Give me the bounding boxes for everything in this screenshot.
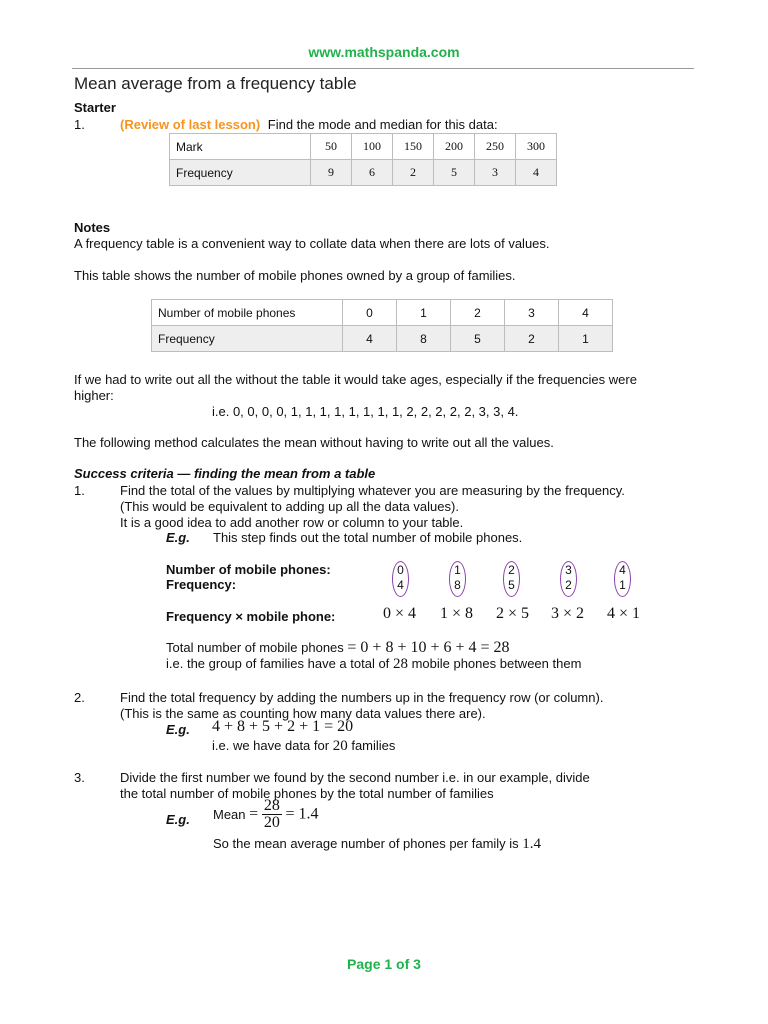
header-divider — [72, 68, 694, 69]
step3-eg-label: E.g. — [166, 812, 190, 827]
step3-so-num: 1.4 — [522, 836, 542, 852]
product-expr: 2 × 5 — [496, 605, 530, 622]
total-expr: = 0 + 8 + 10 + 6 + 4 = 28 — [347, 639, 510, 656]
table-cell: 9 — [311, 160, 352, 186]
website-link[interactable]: www.mathspanda.com — [308, 44, 460, 60]
table-cell: 5 — [451, 326, 505, 352]
fraction-denominator: 20 — [263, 814, 280, 831]
pair-frequency-value: 2 — [565, 578, 572, 592]
pair-frequency-value: 1 — [619, 578, 626, 592]
pair-phones-value: 4 — [619, 563, 626, 577]
total-ie-pre: i.e. the group of families have a total of — [166, 656, 390, 671]
step1-line-3: It is a good idea to add another row or column to your table. — [120, 515, 464, 530]
notes-ie-list: i.e. 0, 0, 0, 0, 1, 1, 1, 1, 1, 1, 1, 1, 2, 2, 2, 2, 2, 3, 3, 4. — [212, 404, 519, 419]
step1-line-2: (This would be equivalent to adding up all the data values). — [120, 499, 459, 514]
table-cell: 4 — [343, 326, 397, 352]
pair-phones-value: 1 — [454, 563, 461, 577]
table-cell: 1 — [559, 326, 613, 352]
step3-line-2: the total number of mobile phones by the total number of families — [120, 786, 494, 801]
table-cell: 8 — [397, 326, 451, 352]
step2-expr: 4 + 8 + 5 + 2 + 1 = 20 — [212, 718, 354, 735]
total-ie-num: 28 — [392, 656, 408, 672]
starter-question-line — [120, 117, 498, 132]
product-expr: 0 × 4 — [383, 605, 417, 622]
starter-table — [169, 133, 557, 186]
step2-ie-post: families — [351, 738, 396, 753]
total-ie-line — [166, 656, 581, 673]
total-ie-post: mobile phones between them — [411, 656, 582, 671]
step2-ie-pre: i.e. we have data for — [212, 738, 330, 753]
step3-so-line — [213, 836, 541, 853]
notes-line-3a: If we had to write out all the without the table it would take ages, especially if the frequencies were — [74, 372, 637, 387]
notes-line-1: A frequency table is a convenient way to collate data when there are lots of values. — [74, 236, 550, 251]
criteria-heading: Success criteria — finding the mean from a table — [74, 466, 376, 481]
step1-eg-text: This step finds out the total number of mobile phones. — [213, 530, 523, 545]
frequency-label: Frequency: — [166, 577, 237, 592]
mean-equation — [213, 798, 318, 831]
table-row-label: Frequency — [152, 326, 343, 352]
pair-frequency-value: 4 — [397, 578, 404, 592]
mean-fraction — [262, 798, 282, 831]
total-line — [166, 639, 510, 657]
starter-q-number: 1. — [74, 117, 85, 132]
table-cell: 50 — [311, 134, 352, 160]
table-cell: 2 — [451, 300, 505, 326]
product-expr: 3 × 2 — [551, 605, 585, 622]
step3-number: 3. — [74, 770, 85, 785]
pair-phones-value: 2 — [508, 563, 515, 577]
product-expr: 4 × 1 — [607, 605, 641, 622]
step1-eg-label: E.g. — [166, 530, 190, 545]
table-cell: 250 — [475, 134, 516, 160]
phones-label: Number of mobile phones: — [166, 562, 331, 577]
table-cell: 4 — [516, 160, 557, 186]
table-cell: 100 — [352, 134, 393, 160]
mean-word: Mean — [213, 807, 246, 822]
product-expr: 1 × 8 — [440, 605, 474, 622]
table-cell: 200 — [434, 134, 475, 160]
product-label: Frequency × mobile phone: — [166, 609, 336, 624]
table-row-label: Mark — [170, 134, 311, 160]
table-cell: 3 — [475, 160, 516, 186]
table-cell: 3 — [505, 300, 559, 326]
notes-line-2: This table shows the number of mobile phones owned by a group of families. — [74, 268, 516, 283]
table-cell: 4 — [559, 300, 613, 326]
total-text: Total number of mobile phones — [166, 640, 344, 655]
phones-table — [151, 299, 613, 352]
table-cell: 0 — [343, 300, 397, 326]
table-cell: 2 — [393, 160, 434, 186]
step2-ie-num: 20 — [332, 738, 348, 754]
step2-line-1: Find the total frequency by adding the numbers up in the frequency row (or column). — [120, 690, 604, 705]
table-row-label: Frequency — [170, 160, 311, 186]
pair-frequency-value: 8 — [454, 578, 461, 592]
table-cell: 1 — [397, 300, 451, 326]
review-tag: (Review of last lesson) — [120, 117, 261, 132]
step2-ie-line — [212, 738, 395, 755]
starter-table-row-frequency — [170, 160, 557, 186]
pair-phones-value: 0 — [397, 563, 404, 577]
phones-table-row-frequency — [152, 326, 613, 352]
page-title: Mean average from a frequency table — [74, 74, 357, 93]
table-cell: 300 — [516, 134, 557, 160]
starter-table-row-mark — [170, 134, 557, 160]
pair-frequency-value: 5 — [508, 578, 515, 592]
starter-heading: Starter — [74, 100, 116, 115]
notes-heading: Notes — [74, 220, 111, 235]
table-cell: 6 — [352, 160, 393, 186]
pair-phones-value: 3 — [565, 563, 572, 577]
table-row-label: Number of mobile phones — [152, 300, 343, 326]
phones-table-row-phones — [152, 300, 613, 326]
equals-sign: = — [249, 805, 259, 823]
step2-eg-label: E.g. — [166, 722, 190, 737]
step3-so-text: So the mean average number of phones per family is — [213, 836, 519, 851]
table-cell: 150 — [393, 134, 434, 160]
step3-line-1: Divide the first number we found by the second number i.e. in our example, divide — [120, 770, 590, 785]
page-number: Page 1 of 3 — [347, 956, 421, 972]
mean-result: = 1.4 — [285, 805, 319, 823]
step2-number: 2. — [74, 690, 85, 705]
table-cell: 2 — [505, 326, 559, 352]
fraction-numerator: 28 — [263, 797, 280, 814]
step2-line-2: (This is the same as counting how many data values there are). — [120, 706, 486, 721]
starter-question: Find the mode and median for this data: — [267, 117, 498, 132]
notes-line-3b: higher: — [74, 388, 114, 403]
notes-line-4: The following method calculates the mean without having to write out all the values. — [74, 435, 554, 450]
step1-number: 1. — [74, 483, 85, 498]
table-cell: 5 — [434, 160, 475, 186]
step1-line-1: Find the total of the values by multiplying whatever you are measuring by the frequency. — [120, 483, 625, 498]
